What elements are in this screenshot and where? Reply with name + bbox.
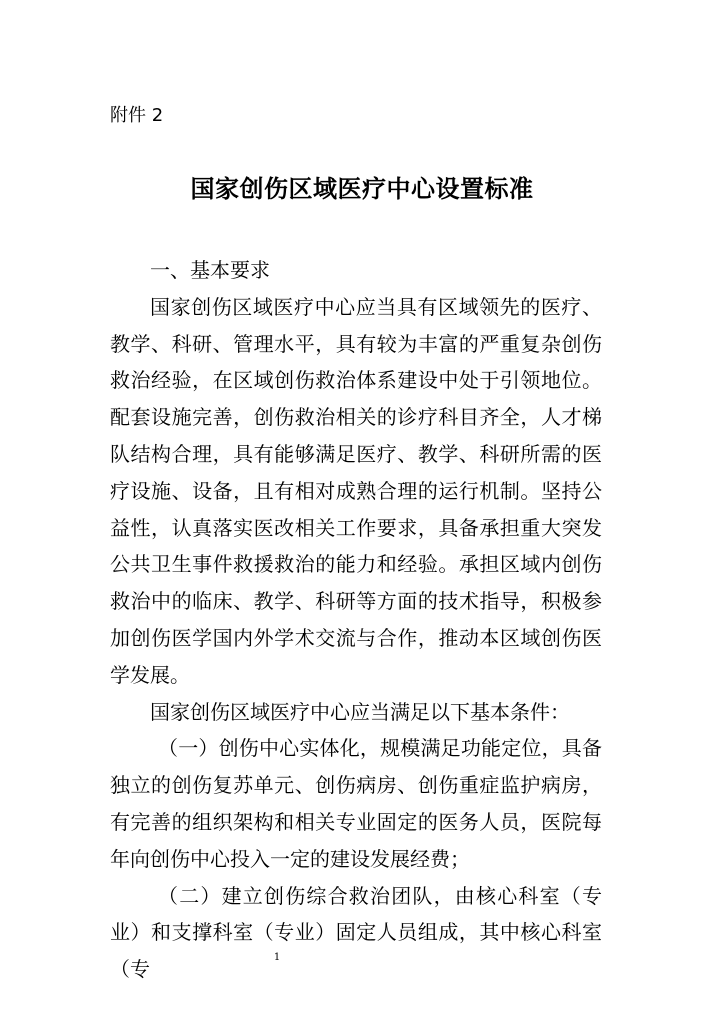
section-heading: 一、基本要求 — [150, 258, 270, 282]
attachment-label: 附件 2 — [110, 105, 164, 126]
paragraph-requirements: 国家创伤区域医疗中心应当具有区域领先的医疗、教学、科研、管理水平，具有较为丰富的严重复杂创伤救治经验，在区域创伤救治体系建设中处于引领地位。配套设施完善，创伤救治相关的诊疗科目齐全，人才梯队结构合理，具有能够满足医疗、教学、科研所需的医疗设施、设备，且有相对成熟合理的运行机制。坚持公益性，认真落实医改相关工作要求，具备承担重大突发公共卫生事件救援救治的能力和经验。承担区域内创伤救治中的临床、教学、科研等方面的技术指导，积极参加创伤医学国内外学术交流与合作，推动本区域创伤医学发展。 — [110, 294, 602, 687]
page-number: 1 — [273, 952, 281, 963]
paragraph-item-1: （一）创伤中心实体化，规模满足功能定位，具备独立的创伤复苏单元、创伤病房、创伤重症监护病房，有完善的组织架构和相关专业固定的医务人员，医院每年向创伤中心投入一定的建设发展经费； — [110, 736, 602, 871]
document-title: 国家创伤区域医疗中心设置标准 — [190, 175, 534, 203]
paragraph-item-2: （二）建立创伤综合救治团队，由核心科室（专业）和支撑科室（专业）固定人员组成，其中核心科室（专 — [110, 883, 602, 982]
paragraph-conditions-intro: 国家创伤区域医疗中心应当满足以下基本条件： — [150, 699, 570, 724]
document-body — [110, 252, 602, 988]
